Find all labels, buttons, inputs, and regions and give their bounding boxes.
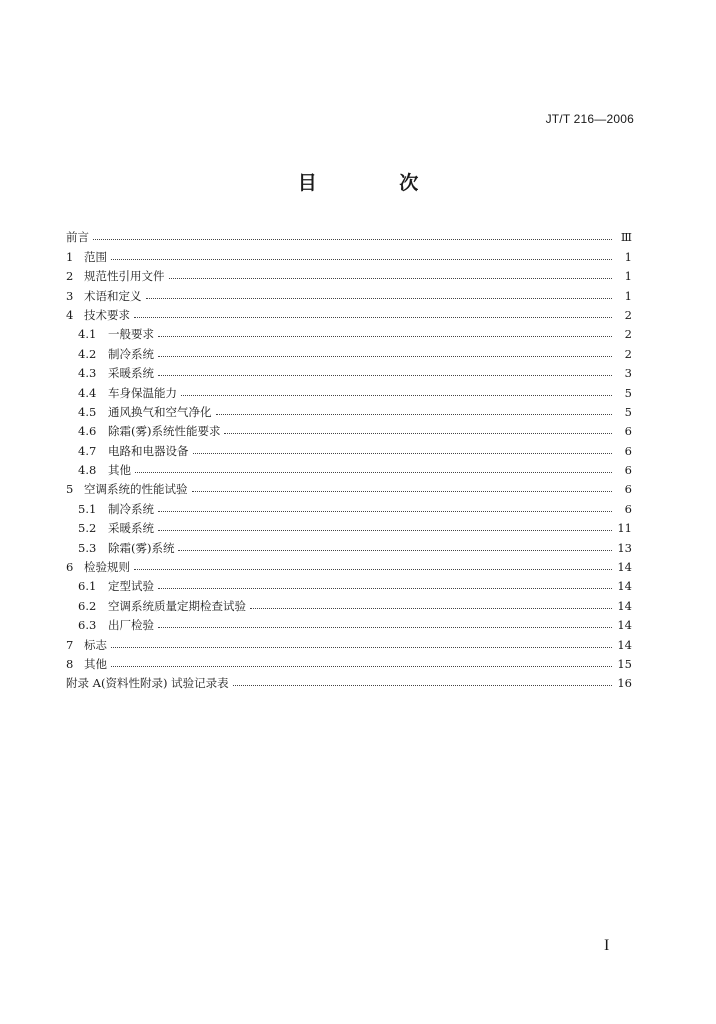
toc-dot-leader (158, 355, 612, 357)
toc-entry-label: 范围 (84, 249, 107, 264)
toc-entry-number: 6.1 (78, 579, 97, 594)
toc-entry-number: 7 (66, 637, 74, 652)
toc-entry-number: 4 (66, 307, 74, 322)
toc-entry-number: 4.6 (78, 424, 97, 439)
toc-entry-label: 附录 A(资料性附录) 试验记录表 (66, 676, 229, 691)
toc-entry-number: 3 (66, 288, 74, 303)
toc-entry-number: 4.7 (78, 443, 97, 458)
toc-dot-leader (181, 394, 612, 396)
toc-entry-number: 8 (66, 656, 74, 671)
toc-dot-leader (250, 607, 612, 609)
toc-dot-leader (158, 529, 612, 531)
toc-dot-leader (158, 626, 612, 628)
toc-entry[interactable] (66, 574, 632, 593)
toc-entry-number: 5.2 (78, 521, 97, 536)
toc-entry[interactable] (66, 516, 632, 535)
toc-entry-page: 6 (624, 443, 632, 458)
toc-entry-page: 14 (617, 579, 632, 594)
toc-entry[interactable] (66, 225, 632, 244)
toc-entry[interactable] (66, 613, 632, 632)
toc-entry[interactable] (66, 671, 632, 690)
toc-entry-page: 15 (617, 656, 632, 671)
toc-entry-number: 6 (66, 560, 74, 575)
toc-entry[interactable] (66, 438, 632, 457)
page-title: 目 次 (297, 172, 457, 194)
toc-entry-page: 14 (617, 637, 632, 652)
toc-entry-label: 技术要求 (84, 307, 130, 322)
toc-dot-leader (216, 413, 613, 415)
toc-dot-leader (134, 568, 612, 570)
toc-entry-label: 制冷系统 (108, 346, 154, 361)
toc-entry-page: 3 (624, 366, 632, 381)
toc-entry-number: 6.2 (78, 598, 97, 613)
toc-entry-label: 电路和电器设备 (108, 443, 189, 458)
toc-dot-leader (111, 258, 612, 260)
toc-entry-page: 2 (624, 346, 632, 361)
toc-entry-page: 1 (624, 288, 632, 303)
toc-entry[interactable] (66, 322, 632, 341)
toc-dot-leader (158, 374, 612, 376)
toc-dot-leader (93, 238, 612, 240)
toc-entry[interactable] (66, 283, 632, 302)
toc-dot-leader (178, 549, 612, 551)
toc-entry[interactable] (66, 496, 632, 515)
toc-entry-number: 5.1 (78, 501, 97, 516)
toc-dot-leader (158, 335, 612, 337)
toc-entry-label: 其他 (108, 463, 131, 478)
toc-entry[interactable] (66, 458, 632, 477)
toc-entry[interactable] (66, 361, 632, 380)
toc-entry-number: 4.8 (78, 463, 97, 478)
toc-dot-leader (192, 490, 613, 492)
toc-entry-label: 检验规则 (84, 560, 130, 575)
toc-entry-page: 14 (617, 560, 632, 575)
standard-code: JT/T 216—2006 (545, 112, 634, 126)
toc-entry-label: 一般要求 (108, 327, 154, 342)
toc-entry-page: 1 (624, 249, 632, 264)
toc-entry-number: 4.4 (78, 385, 97, 400)
toc-entry[interactable] (66, 555, 632, 574)
toc-entry-page: 13 (617, 540, 632, 555)
toc-dot-leader (169, 277, 613, 279)
toc-entry[interactable] (66, 341, 632, 360)
toc-entry-label: 车身保温能力 (108, 385, 177, 400)
toc-entry-label: 通风换气和空气净化 (108, 404, 212, 419)
toc-entry-page: 5 (624, 385, 632, 400)
toc-entry-page: 6 (624, 424, 632, 439)
toc-entry-page: 6 (624, 482, 632, 497)
toc-entry-label: 采暖系统 (108, 366, 154, 381)
toc-entry-number: 2 (66, 269, 74, 284)
toc-entry-label: 规范性引用文件 (84, 269, 165, 284)
toc-entry-label: 其他 (84, 656, 107, 671)
toc-dot-leader (111, 665, 612, 667)
toc-entry[interactable] (66, 303, 632, 322)
toc-dot-leader (111, 646, 612, 648)
toc-entry-label: 制冷系统 (108, 501, 154, 516)
toc-entry-page: 14 (617, 618, 632, 633)
toc-entry-label: 采暖系统 (108, 521, 154, 536)
toc-dot-leader (146, 297, 613, 299)
toc-entry[interactable] (66, 593, 632, 612)
toc-entry-number: 5.3 (78, 540, 97, 555)
toc-dot-leader (224, 432, 612, 434)
toc-entry-label: 空调系统质量定期检查试验 (108, 598, 246, 613)
toc-entry-number: 1 (66, 249, 74, 264)
toc-dot-leader (135, 471, 612, 473)
toc-entry[interactable] (66, 652, 632, 671)
toc-entry-label: 术语和定义 (84, 288, 142, 303)
toc-entry-page: Ⅲ (620, 230, 632, 245)
footer-page-number: I (604, 937, 610, 954)
toc-dot-leader (158, 510, 612, 512)
toc-dot-leader (134, 316, 612, 318)
toc-entry-number: 5 (66, 482, 74, 497)
toc-entry[interactable] (66, 244, 632, 263)
toc-entry-page: 1 (624, 269, 632, 284)
toc-entry-page: 6 (624, 501, 632, 516)
toc-entry[interactable] (66, 380, 632, 399)
toc-entry-label: 除霜(雾)系统性能要求 (108, 424, 221, 439)
toc-dot-leader (193, 452, 613, 454)
toc-entry-label: 定型试验 (108, 579, 154, 594)
toc-entry-page: 5 (624, 404, 632, 419)
toc-entry[interactable] (66, 264, 632, 283)
toc-entry[interactable] (66, 477, 632, 496)
toc-entry[interactable] (66, 632, 632, 651)
toc-entry-page: 11 (617, 521, 632, 536)
toc-entry[interactable] (66, 535, 632, 554)
toc-entry-number: 4.1 (78, 327, 97, 342)
toc-entry-number: 4.3 (78, 366, 97, 381)
toc-entry-page: 16 (617, 676, 632, 691)
toc-entry-page: 2 (624, 307, 632, 322)
toc-entry-number: 6.3 (78, 618, 97, 633)
table-of-contents (66, 225, 632, 690)
toc-entry-label: 空调系统的性能试验 (84, 482, 188, 497)
toc-dot-leader (233, 684, 612, 686)
toc-dot-leader (158, 587, 612, 589)
toc-entry-page: 14 (617, 598, 632, 613)
toc-entry[interactable] (66, 419, 632, 438)
toc-entry-page: 2 (624, 327, 632, 342)
toc-entry-label: 前言 (66, 230, 89, 245)
toc-entry[interactable] (66, 400, 632, 419)
toc-entry-number: 4.2 (78, 346, 97, 361)
toc-entry-label: 标志 (84, 637, 107, 652)
toc-entry-page: 6 (624, 463, 632, 478)
toc-entry-label: 出厂检验 (108, 618, 154, 633)
toc-entry-number: 4.5 (78, 404, 97, 419)
toc-entry-label: 除霜(雾)系统 (108, 540, 175, 555)
